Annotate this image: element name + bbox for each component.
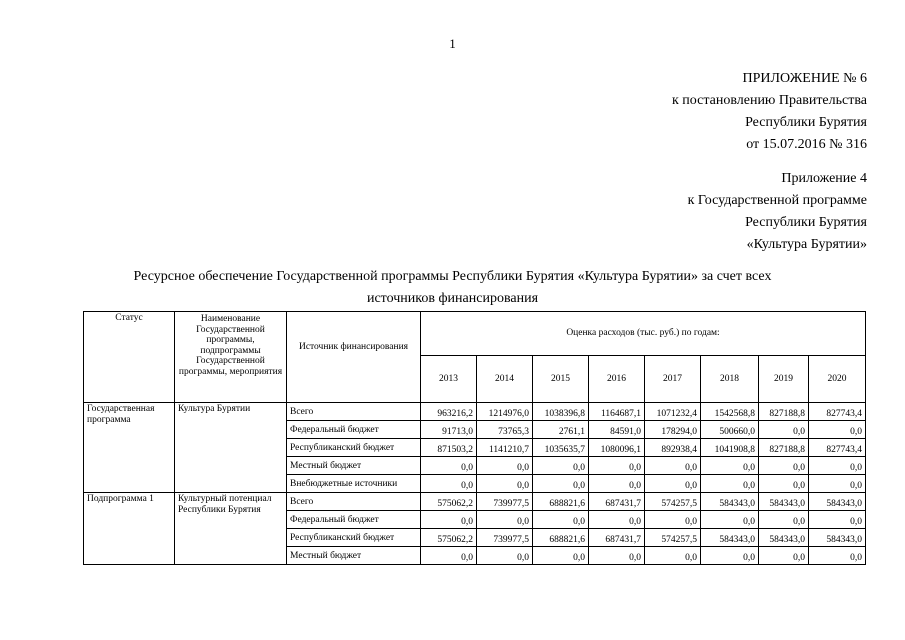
header-year-1: 2014 — [477, 356, 533, 403]
table-row — [84, 403, 866, 421]
value-cell: 0,0 — [589, 511, 645, 529]
program-name-cell: Культура Бурятии — [175, 403, 287, 493]
value-cell: 0,0 — [533, 547, 589, 565]
value-cell: 827188,8 — [759, 403, 809, 421]
appendix-sub-line1: Приложение 4 — [781, 171, 867, 186]
value-cell: 0,0 — [589, 475, 645, 493]
value-cell: 871503,2 — [421, 439, 477, 457]
value-cell: 0,0 — [533, 475, 589, 493]
value-cell: 0,0 — [477, 511, 533, 529]
value-cell: 0,0 — [645, 511, 701, 529]
value-cell: 0,0 — [589, 547, 645, 565]
header-year-4: 2017 — [645, 356, 701, 403]
value-cell: 0,0 — [645, 457, 701, 475]
value-cell: 0,0 — [421, 457, 477, 475]
value-cell: 1035635,7 — [533, 439, 589, 457]
source-cell: Федеральный бюджет — [287, 421, 421, 439]
value-cell: 827188,8 — [759, 439, 809, 457]
value-cell: 0,0 — [421, 511, 477, 529]
document-title-line1: Ресурсное обеспечение Государственной программы Республики Бурятия «Культура Бурятии» за счет всех — [133, 269, 772, 284]
value-cell: 0,0 — [701, 511, 759, 529]
value-cell: 0,0 — [533, 511, 589, 529]
value-cell: 178294,0 — [645, 421, 701, 439]
header-year-0: 2013 — [421, 356, 477, 403]
value-cell: 584343,0 — [809, 493, 866, 511]
header-year-5: 2018 — [701, 356, 759, 403]
value-cell: 1141210,7 — [477, 439, 533, 457]
value-cell: 1164687,1 — [589, 403, 645, 421]
value-cell: 892938,4 — [645, 439, 701, 457]
value-cell: 1080096,1 — [589, 439, 645, 457]
value-cell: 1038396,8 — [533, 403, 589, 421]
value-cell: 0,0 — [759, 457, 809, 475]
source-cell: Местный бюджет — [287, 547, 421, 565]
value-cell: 0,0 — [809, 511, 866, 529]
header-status: Статус — [84, 312, 175, 403]
status-cell: Подпрограмма 1 — [84, 493, 175, 565]
value-cell: 1071232,4 — [645, 403, 701, 421]
header-year-2: 2015 — [533, 356, 589, 403]
appendix-main-line1: ПРИЛОЖЕНИЕ № 6 — [742, 71, 867, 86]
document-title — [0, 266, 905, 310]
value-cell: 739977,5 — [477, 493, 533, 511]
source-cell: Республиканский бюджет — [287, 529, 421, 547]
value-cell: 500660,0 — [701, 421, 759, 439]
value-cell: 0,0 — [701, 457, 759, 475]
budget-table — [83, 311, 866, 565]
value-cell: 687431,7 — [589, 529, 645, 547]
document-title-line2: источников финансирования — [366, 291, 539, 306]
source-cell: Республиканский бюджет — [287, 439, 421, 457]
value-cell: 0,0 — [809, 421, 866, 439]
value-cell: 575062,2 — [421, 493, 477, 511]
program-name-cell: Культурный потенциал Республики Бурятия — [175, 493, 287, 565]
appendix-main-line2: к постановлению Правительства — [671, 93, 867, 108]
value-cell: 584343,0 — [759, 529, 809, 547]
value-cell: 1041908,8 — [701, 439, 759, 457]
header-year-7: 2020 — [809, 356, 866, 403]
value-cell: 0,0 — [759, 475, 809, 493]
value-cell: 0,0 — [589, 457, 645, 475]
value-cell: 739977,5 — [477, 529, 533, 547]
appendix-sub-block — [688, 168, 867, 256]
value-cell: 84591,0 — [589, 421, 645, 439]
value-cell: 688821,6 — [533, 529, 589, 547]
value-cell: 687431,7 — [589, 493, 645, 511]
value-cell: 0,0 — [477, 457, 533, 475]
source-cell: Федеральный бюджет — [287, 511, 421, 529]
value-cell: 963216,2 — [421, 403, 477, 421]
value-cell: 584343,0 — [759, 493, 809, 511]
value-cell: 575062,2 — [421, 529, 477, 547]
value-cell: 827743,4 — [809, 403, 866, 421]
value-cell: 574257,5 — [645, 493, 701, 511]
table-row — [84, 493, 866, 511]
value-cell: 0,0 — [533, 457, 589, 475]
budget-table-body — [84, 403, 866, 565]
value-cell: 827743,4 — [809, 439, 866, 457]
header-estimate: Оценка расходов (тыс. руб.) по годам: — [421, 312, 866, 356]
value-cell: 0,0 — [421, 547, 477, 565]
value-cell: 0,0 — [701, 475, 759, 493]
appendix-sub-line4: «Культура Бурятии» — [746, 237, 867, 252]
page-number: 1 — [449, 36, 456, 51]
value-cell: 0,0 — [645, 475, 701, 493]
value-cell: 0,0 — [701, 547, 759, 565]
source-cell: Всего — [287, 403, 421, 421]
value-cell: 574257,5 — [645, 529, 701, 547]
header-year-6: 2019 — [759, 356, 809, 403]
value-cell: 0,0 — [645, 547, 701, 565]
value-cell: 688821,6 — [533, 493, 589, 511]
value-cell: 0,0 — [477, 547, 533, 565]
appendix-main-line4: от 15.07.2016 № 316 — [746, 137, 867, 152]
value-cell: 0,0 — [759, 421, 809, 439]
value-cell: 0,0 — [809, 475, 866, 493]
value-cell: 1214976,0 — [477, 403, 533, 421]
value-cell: 1542568,8 — [701, 403, 759, 421]
header-source: Источник финансирования — [287, 312, 421, 403]
status-cell: Государственная программа — [84, 403, 175, 493]
header-year-3: 2016 — [589, 356, 645, 403]
value-cell: 0,0 — [809, 457, 866, 475]
value-cell: 2761,1 — [533, 421, 589, 439]
appendix-sub-line2: к Государственной программе — [687, 193, 867, 208]
header-name: Наименование Государственной программы, подпрограммы Государственной программы, мероприятия — [175, 312, 287, 403]
value-cell: 0,0 — [759, 547, 809, 565]
appendix-sub-line3: Республики Бурятия — [745, 215, 867, 230]
value-cell: 0,0 — [759, 511, 809, 529]
value-cell: 0,0 — [421, 475, 477, 493]
value-cell: 0,0 — [809, 547, 866, 565]
value-cell: 584343,0 — [701, 529, 759, 547]
value-cell: 73765,3 — [477, 421, 533, 439]
value-cell: 584343,0 — [701, 493, 759, 511]
source-cell: Всего — [287, 493, 421, 511]
appendix-main-block — [672, 68, 867, 156]
value-cell: 584343,0 — [809, 529, 866, 547]
source-cell: Внебюджетные источники — [287, 475, 421, 493]
value-cell: 0,0 — [477, 475, 533, 493]
value-cell: 91713,0 — [421, 421, 477, 439]
source-cell: Местный бюджет — [287, 457, 421, 475]
appendix-main-line3: Республики Бурятия — [745, 115, 867, 130]
